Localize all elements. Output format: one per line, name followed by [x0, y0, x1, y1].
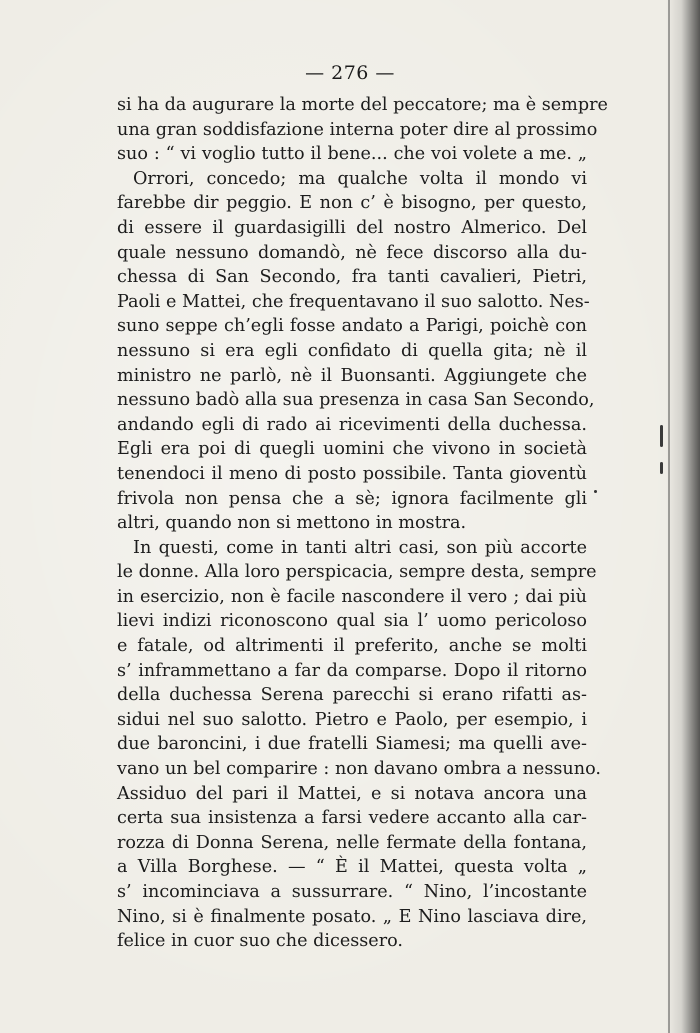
text-line: altri, quando non si mettono in mostra.	[117, 513, 467, 534]
text-line: si ha da augurare la morte del peccatore; ma è sempre	[117, 95, 608, 115]
text-line: Nino, si è finalmente posato. „ E Nino lasciava dire,	[117, 906, 587, 927]
text-line: suo : “ vi voglio tutto il bene... che voi volete a me. „	[117, 144, 587, 165]
text-line: s’ inframmettano a far da comparse. Dopo il ritorno	[117, 660, 587, 681]
text-line: vano un bel comparire : non davano ombra a nessuno.	[117, 759, 601, 780]
text-line: rozza di Donna Serena, nelle fermate della fontana,	[117, 832, 587, 853]
text-line: andando egli di rado ai ricevimenti della duchessa.	[117, 414, 587, 435]
text-line: suno seppe ch’egli fosse andato a Parigi, poichè con	[117, 316, 587, 337]
text-line: quale nessuno domandò, nè fece discorso alla du-	[117, 242, 587, 263]
text-line: a Villa Borghese. — “ È il Mattei, questa volta „	[117, 857, 587, 878]
text-line: tenendoci il meno di posto possibile. Tanta gioventù	[117, 463, 587, 484]
text-line: Paoli e Mattei, che frequentavano il suo salotto. Nes-	[117, 291, 590, 312]
text-line: ministro ne parlò, nè il Buonsanti. Aggiungete che	[117, 365, 587, 386]
margin-dot	[594, 490, 597, 493]
margin-mark	[660, 425, 663, 447]
gutter-line	[668, 0, 670, 1033]
text-line: sidui nel suo salotto. Pietro e Paolo, per esempio, i	[117, 709, 587, 730]
page-number: — 276 —	[305, 62, 395, 84]
text-line: Egli era poi di quegli uomini che vivono in società	[117, 439, 587, 460]
text-line: In questi, come in tanti altri casi, son più accorte	[133, 537, 587, 558]
text-line: farebbe dir peggio. E non c’ è bisogno, per questo,	[117, 193, 587, 214]
text-line: chessa di San Secondo, fra tanti cavalieri, Pietri,	[117, 267, 587, 288]
text-line: lievi indizi riconoscono qual sia l’ uomo pericoloso	[117, 611, 587, 632]
text-line: nessuno si era egli confidato di quella gita; nè il	[117, 340, 587, 361]
margin-mark	[660, 462, 663, 474]
text-line: della duchessa Serena parecchi si erano rifatti as-	[117, 685, 587, 706]
text-line: nessuno badò alla sua presenza in casa San Secondo,	[117, 390, 595, 411]
text-line: di essere il guardasigilli del nostro Almerico. Del	[117, 217, 587, 238]
body-text	[117, 93, 608, 954]
text-line: Orrori, concedo; ma qualche volta il mondo vi	[133, 168, 587, 189]
book-gutter-shadow	[666, 0, 700, 1033]
text-line: due baroncini, i due fratelli Siamesi; ma quelli ave-	[117, 734, 587, 755]
text-line: Assiduo del pari il Mattei, e si notava ancora una	[117, 783, 587, 804]
text-line: una gran soddisfazione interna poter dire al prossimo	[117, 119, 598, 140]
text-line: felice in cuor suo che dicessero.	[117, 931, 404, 952]
text-line: frivola non pensa che a sè; ignora facilmente gli	[117, 488, 587, 509]
text-line: in esercizio, non è facile nascondere il vero ; dai più	[117, 586, 587, 607]
text-line: s’ incominciava a sussurrare. “ Nino, l’incostante	[117, 882, 587, 902]
text-line: e fatale, od altrimenti il preferito, anche se molti	[117, 636, 587, 657]
text-line: le donne. Alla loro perspicacia, sempre desta, sempre	[117, 562, 597, 583]
text-line: certa sua insistenza a farsi vedere accanto alla car-	[117, 808, 587, 829]
